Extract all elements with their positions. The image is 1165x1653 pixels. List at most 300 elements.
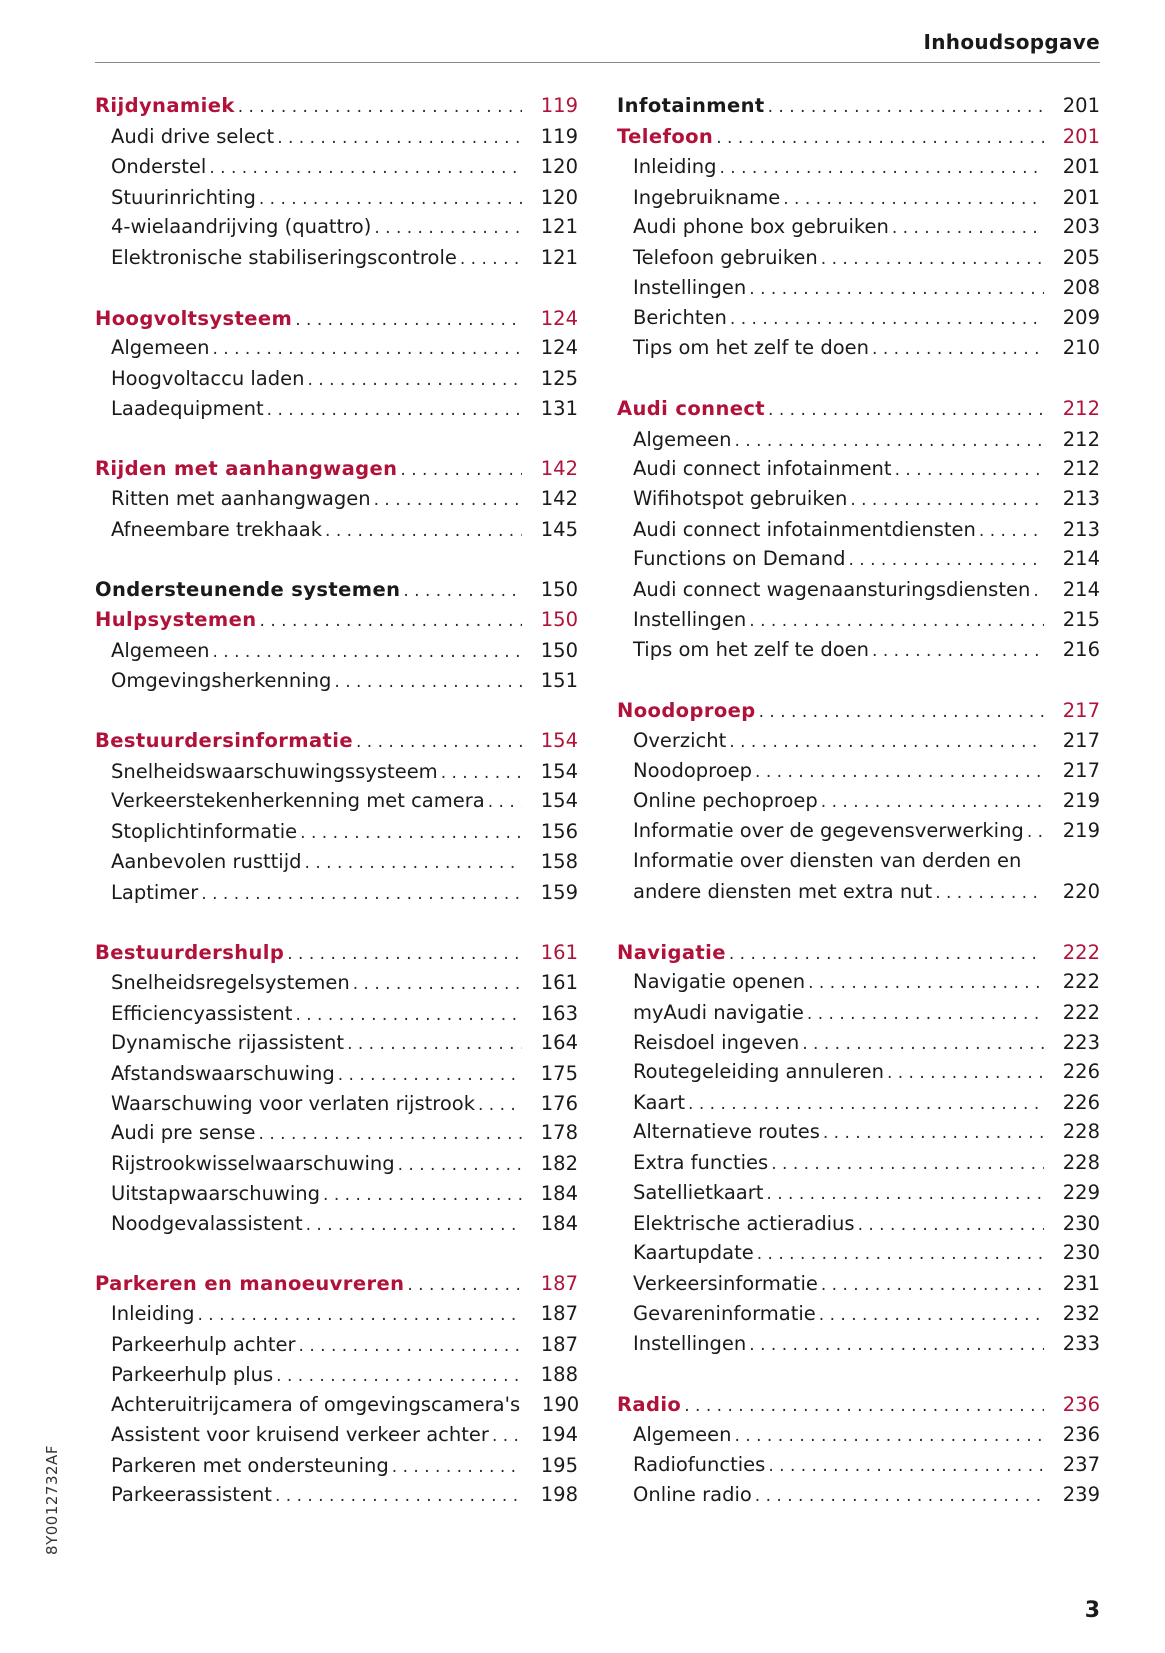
dot-leader [374,487,522,513]
toc-entry-page: 121 [540,246,578,269]
dot-leader [783,186,1044,212]
dot-leader [238,94,522,120]
toc-entry-page: 190 [541,1393,580,1416]
toc-entry-title: Functions on Demand [633,547,846,570]
toc-entry-title: Stuurinrichting [111,186,256,209]
toc-entry[interactable] [617,1030,1100,1056]
toc-entry[interactable] [617,305,1100,331]
toc-entry-page: 228 [1062,1151,1100,1174]
toc-entry-page: 188 [540,1363,578,1386]
toc-entry-page: 228 [1062,1120,1100,1143]
toc-entry-title: Noodoproep [617,699,756,722]
toc-entry[interactable] [95,517,578,543]
toc-entry-page: 164 [540,1031,578,1054]
toc-section-entry[interactable] [617,93,1100,119]
toc-entry[interactable] [95,638,578,664]
toc-entry-page: 230 [1062,1212,1100,1235]
toc-entry-title: Aanbevolen rusttijd [111,850,302,873]
toc-entry-page: 222 [1062,1001,1100,1024]
toc-entry[interactable] [95,1392,578,1418]
toc-entry-title: Laadequipment [111,397,264,420]
dot-leader [716,125,1044,151]
dot-leader [212,639,522,665]
toc-entry-title: Navigatie [617,941,726,964]
dot-leader [730,306,1044,332]
toc-entry[interactable] [95,185,578,211]
toc-entry-page: 229 [1062,1181,1100,1204]
toc-entry-title: Instellingen [633,608,747,631]
dot-leader [749,1332,1044,1358]
toc-entry-title: Waarschuwing voor verlaten rijstrook [111,1092,475,1115]
toc-entry-title: Telefoon gebruiken [633,246,818,269]
dot-leader [771,1151,1044,1177]
toc-entry-title: Alternatieve routes [633,1120,820,1143]
toc-entry-page: 124 [540,336,578,359]
toc-entry-title: Ritten met aanhangwagen [111,487,371,510]
toc-entry-title: Bestuurdersinformatie [95,729,353,752]
toc-chapter-entry[interactable] [617,698,1100,724]
toc-entry-page: 223 [1062,1031,1100,1054]
toc-entry[interactable] [95,124,578,150]
toc-entry[interactable] [95,1120,578,1146]
toc-entry[interactable] [617,1150,1100,1176]
toc-entry[interactable] [617,1452,1100,1478]
toc-entry[interactable] [617,818,1100,844]
dot-leader [441,760,522,786]
toc-entry-page: 209 [1062,306,1100,329]
dot-leader [768,397,1044,423]
dot-leader [277,125,522,151]
dot-leader [299,1333,522,1359]
toc-entry-title: Instellingen [633,1332,747,1355]
toc-entry[interactable] [95,486,578,512]
document-code: 8Y0012732AF [43,1445,61,1555]
toc-chapter-entry[interactable] [617,396,1100,422]
toc-entry[interactable] [617,758,1100,784]
toc-entry-title: Wifihotspot gebruiken [633,487,848,510]
toc-entry-page: 163 [540,1002,578,1025]
toc-entry[interactable] [617,486,1100,512]
toc-entry-page: 214 [1062,578,1100,601]
dot-leader [749,608,1044,634]
toc-entry-title: Routegeleiding annuleren [633,1060,884,1083]
toc-entry-title: Achteruitrijcamera of omgevingscamera's [111,1393,521,1416]
toc-entry[interactable] [617,1331,1100,1357]
toc-entry-page: 120 [540,186,578,209]
dot-leader [757,1241,1044,1267]
toc-entry-title: Inleiding [633,155,717,178]
dot-leader [858,1212,1044,1238]
toc-entry[interactable] [95,668,578,694]
toc-entry[interactable] [617,1422,1100,1448]
toc-chapter-entry[interactable] [617,124,1100,150]
toc-entry-title: Rijstrookwisselwaarschuwing [111,1152,395,1175]
dot-leader [872,336,1044,362]
dot-leader [887,1060,1044,1086]
toc-entry[interactable] [95,1332,578,1358]
toc-entry-page: 145 [540,518,578,541]
dot-leader [325,518,522,544]
toc-entry[interactable] [95,154,578,180]
dot-leader [848,547,1044,573]
toc-entry-title: Ingebruikname [633,186,781,209]
dot-leader [808,970,1044,996]
dot-leader [688,1091,1044,1117]
toc-entry-page: 213 [1062,487,1100,510]
dot-leader [734,1423,1044,1449]
dot-leader [768,1453,1044,1479]
toc-entry-page: 231 [1062,1272,1100,1295]
toc-entry[interactable] [95,366,578,392]
toc-entry[interactable] [95,819,578,845]
toc-entry[interactable] [95,1091,578,1117]
toc-entry-title: Telefoon [617,125,714,148]
toc-entry-page: 121 [540,215,578,238]
toc-chapter-entry[interactable] [95,93,578,119]
toc-entry[interactable] [95,245,578,271]
toc-entry-page: 217 [1062,759,1100,782]
dot-leader [212,336,522,362]
dot-leader [821,246,1044,272]
dot-leader [1033,578,1044,604]
toc-entry[interactable] [617,456,1100,482]
toc-entry[interactable] [617,185,1100,211]
dot-leader [823,1120,1044,1146]
dot-leader [488,789,522,815]
toc-entry-page: 217 [1062,699,1100,722]
toc-entry-title: Audi phone box gebruiken [633,215,889,238]
toc-entry-title: Audi connect [617,397,766,420]
dot-leader [260,608,522,634]
dot-leader [755,1483,1044,1509]
toc-entry-page: 187 [540,1272,578,1295]
dot-leader [295,307,522,333]
toc-entry[interactable] [617,788,1100,814]
toc-entry-page: 208 [1062,276,1100,299]
toc-entry[interactable] [95,970,578,996]
toc-entry-page: 151 [540,669,578,692]
toc-entry[interactable] [95,1453,578,1479]
dot-leader [259,186,522,212]
toc-entry-page: 142 [540,457,578,480]
dot-leader [300,820,522,846]
page-header-title: Inhoudsopgave [923,30,1100,54]
toc-chapter-entry[interactable] [95,306,578,332]
toc-entry-title: Berichten [633,306,727,329]
toc-entry[interactable] [617,245,1100,271]
toc-entry-title: Ondersteunende systemen [95,578,401,601]
dot-leader [850,487,1044,513]
toc-entry-title: Rijden met aanhangwagen [95,457,398,480]
toc-entry-title: Parkeerhulp plus [111,1363,274,1386]
toc-entry[interactable] [617,1180,1100,1206]
toc-entry[interactable] [95,1362,578,1388]
toc-entry-page: 230 [1062,1241,1100,1264]
toc-entry-page: 194 [540,1423,578,1446]
toc-entry-page: 150 [540,639,578,662]
toc-entry[interactable] [617,577,1100,603]
toc-entry[interactable] [617,1000,1100,1026]
toc-entry-page: 195 [540,1454,578,1477]
toc-entry-page: 198 [540,1483,578,1506]
toc-entry-title: Radio [617,1393,682,1416]
dot-leader [323,1182,522,1208]
toc-entry-title: Extra functies [633,1151,769,1174]
toc-entry-page: 222 [1062,941,1100,964]
toc-entry-page: 201 [1062,155,1100,178]
toc-entry-title: Hoogvoltsysteem [95,307,293,330]
toc-entry[interactable] [617,1119,1100,1145]
toc-entry[interactable] [617,848,1100,874]
toc-entry-title: Efficiencyassistent [111,1002,293,1025]
toc-entry-page: 215 [1062,608,1100,631]
toc-entry-title: Bestuurdershulp [95,941,285,964]
toc-entry[interactable] [617,1482,1100,1508]
toc-entry[interactable] [617,517,1100,543]
toc-chapter-entry[interactable] [95,607,578,633]
toc-entry[interactable] [617,427,1100,453]
toc-entry[interactable] [617,1301,1100,1327]
toc-entry-title: Audi connect infotainment [633,457,892,480]
toc-entry[interactable] [95,1001,578,1027]
toc-entry-page: 187 [540,1302,578,1325]
toc-entry[interactable] [95,788,578,814]
dot-leader [755,759,1044,785]
toc-entry-title: Audi connect wagenaansturingsdiensten [633,578,1031,601]
toc-entry-title: Uitstapwaarschuwing [111,1182,321,1205]
toc-entry-title: Online radio [633,1483,752,1506]
toc-entry[interactable] [95,1151,578,1177]
toc-entry[interactable] [617,637,1100,663]
toc-entry-title: Dynamische rijassistent [111,1031,345,1054]
toc-entry-title: Noodgevalassistent [111,1212,303,1235]
dot-leader [400,457,522,483]
toc-entry-page: 124 [540,307,578,330]
toc-entry-title: Afneembare trekhaak [111,518,323,541]
toc-entry[interactable] [95,1030,578,1056]
toc-entry[interactable] [617,546,1100,572]
toc-entry-title: myAudi navigatie [633,1001,804,1024]
toc-entry-page: 156 [540,820,578,843]
dot-leader [201,881,522,907]
toc-entry-page: 203 [1062,215,1100,238]
toc-entry-page: 125 [540,367,578,390]
dot-leader [759,699,1044,725]
toc-entry-title: Assistent voor kruisend verkeer achter [111,1423,489,1446]
toc-entry-title: Hoogvoltaccu laden [111,367,305,390]
toc-entry[interactable] [617,1211,1100,1237]
toc-entry-page: 226 [1062,1091,1100,1114]
toc-entry-title: Algemeen [633,1423,732,1446]
toc-entry-page: 184 [540,1182,578,1205]
toc-entry-page: 131 [540,397,578,420]
dot-leader [802,1031,1044,1057]
toc-entry-title: Snelheidswaarschuwingssysteem [111,760,438,783]
toc-entry-page: 176 [540,1092,578,1115]
dot-leader [749,276,1044,302]
toc-entry[interactable] [95,1211,578,1237]
toc-entry[interactable] [95,396,578,422]
toc-entry-title: Elektrische actieradius [633,1212,855,1235]
toc-entry[interactable] [617,1059,1100,1085]
dot-leader [478,1092,522,1118]
dot-leader [353,971,522,997]
toc-entry-title: Gevareninformatie [633,1302,816,1325]
dot-leader [334,669,522,695]
toc-entry-title: Rijdynamiek [95,94,235,117]
toc-entry[interactable] [95,1482,578,1508]
toc-entry-page: 219 [1062,789,1100,812]
toc-entry[interactable] [617,154,1100,180]
toc-entry-page: 154 [540,729,578,752]
toc-entry-title: Tips om het zelf te doen [633,638,870,661]
toc-entry[interactable] [95,1422,578,1448]
toc-entry-title: Algemeen [633,428,732,451]
dot-leader [684,1393,1044,1419]
dot-leader [295,1002,522,1028]
toc-entry[interactable] [617,1090,1100,1116]
toc-entry-page: 220 [1062,880,1100,903]
dot-leader [979,518,1044,544]
toc-section-entry[interactable] [95,577,578,603]
toc-entry[interactable] [617,879,1100,905]
toc-entry[interactable] [617,728,1100,754]
toc-entry-page: 212 [1062,428,1100,451]
toc-entry-title: Radiofuncties [633,1453,766,1476]
toc-entry-title: Onderstel [111,155,207,178]
toc-chapter-entry[interactable] [95,728,578,754]
toc-entry-title: Snelheidsregelsystemen [111,971,350,994]
toc-entry-title: Kaart [633,1091,686,1114]
dot-leader [729,941,1044,967]
dot-leader [267,397,522,423]
toc-entry[interactable] [617,969,1100,995]
toc-entry-page: 236 [1062,1423,1100,1446]
dot-leader [197,1302,522,1328]
toc-chapter-entry[interactable] [617,940,1100,966]
toc-entry-title: Audi pre sense [111,1121,256,1144]
dot-leader [821,1272,1044,1298]
toc-entry-page: 159 [540,881,578,904]
toc-entry-page: 119 [540,125,578,148]
toc-entry-page: 120 [540,155,578,178]
toc-entry-page: 201 [1062,125,1100,148]
toc-entry[interactable] [617,1271,1100,1297]
dot-leader [287,941,522,967]
toc-entry-title: andere diensten met extra nut [633,880,933,903]
toc-entry-page: 213 [1062,518,1100,541]
toc-entry[interactable] [617,335,1100,361]
toc-entry-page: 232 [1062,1302,1100,1325]
dot-leader [392,1454,522,1480]
toc-entry-title: Kaartupdate [633,1241,754,1264]
toc-entry-title: Online pechoproep [633,789,818,812]
dot-leader [492,1423,522,1449]
toc-entry-title: Tips om het zelf te doen [633,336,870,359]
toc-entry-title: Reisdoel ingeven [633,1031,800,1054]
toc-entry[interactable] [617,607,1100,633]
toc-entry-page: 158 [540,850,578,873]
toc-entry[interactable] [95,1061,578,1087]
toc-entry[interactable] [95,335,578,361]
toc-entry[interactable] [95,849,578,875]
toc-entry-title: Infotainment [617,94,765,117]
dot-leader [374,215,522,241]
toc-entry-page: 175 [540,1062,578,1085]
toc-entry-title: Satellietkaart [633,1181,764,1204]
dot-leader [1027,819,1044,845]
dot-leader [276,1363,522,1389]
dot-leader [338,1062,522,1088]
dot-leader [821,789,1044,815]
toc-entry-page: 217 [1062,729,1100,752]
toc-entry-page: 178 [540,1121,578,1144]
toc-entry[interactable] [617,275,1100,301]
toc-entry-page: 222 [1062,970,1100,993]
toc-entry-page: 142 [540,487,578,510]
toc-entry-page: 150 [540,608,578,631]
dot-leader [259,1121,522,1147]
toc-entry-page: 161 [540,971,578,994]
toc-entry[interactable] [95,880,578,906]
toc-entry-page: 184 [540,1212,578,1235]
toc-entry-page: 226 [1062,1060,1100,1083]
toc-entry-page: 214 [1062,547,1100,570]
toc-entry-page: 212 [1062,397,1100,420]
toc-entry-title: Overzicht [633,729,727,752]
dot-leader [895,457,1044,483]
toc-chapter-entry[interactable] [617,1392,1100,1418]
dot-leader [892,215,1044,241]
toc-entry-title: Parkeerhulp achter [111,1333,296,1356]
toc-entry-title: Stoplichtinformatie [111,820,298,843]
toc-entry-page: 187 [540,1333,578,1356]
toc-entry[interactable] [95,1301,578,1327]
toc-entry-title: Verkeersinformatie [633,1272,818,1295]
page-number: 3 [1084,1598,1100,1623]
dot-leader [398,1152,522,1178]
toc-entry[interactable] [95,1181,578,1207]
toc-entry-page: 201 [1062,186,1100,209]
toc-entry-page: 210 [1062,336,1100,359]
toc-entry[interactable] [95,759,578,785]
toc-entry-page: 119 [540,94,578,117]
toc-entry-page: 236 [1062,1393,1100,1416]
toc-entry[interactable] [617,214,1100,240]
dot-leader [872,638,1044,664]
dot-leader [807,1001,1044,1027]
toc-chapter-entry[interactable] [95,456,578,482]
header-divider [95,62,1100,63]
toc-entry[interactable] [95,214,578,240]
toc-entry[interactable] [617,1240,1100,1266]
toc-entry-title: Parkeerassistent [111,1483,272,1506]
toc-chapter-entry[interactable] [95,940,578,966]
toc-entry-page: 150 [540,578,578,601]
toc-entry-title: Noodoproep [633,759,753,782]
toc-entry-page: 212 [1062,457,1100,480]
dot-leader [407,1272,522,1298]
toc-entry-page: 161 [540,941,578,964]
toc-chapter-entry[interactable] [95,1271,578,1297]
toc-entry-page: 233 [1062,1332,1100,1355]
dot-leader [356,729,522,755]
toc-entry-title: Verkeerstekenherkenning met camera [111,789,485,812]
dot-leader [306,1212,522,1238]
dot-leader [719,155,1044,181]
toc-entry-title: Informatie over de gegevensverwerking [633,819,1024,842]
toc-entry-title: 4-wielaandrijving (quattro) [111,215,372,238]
